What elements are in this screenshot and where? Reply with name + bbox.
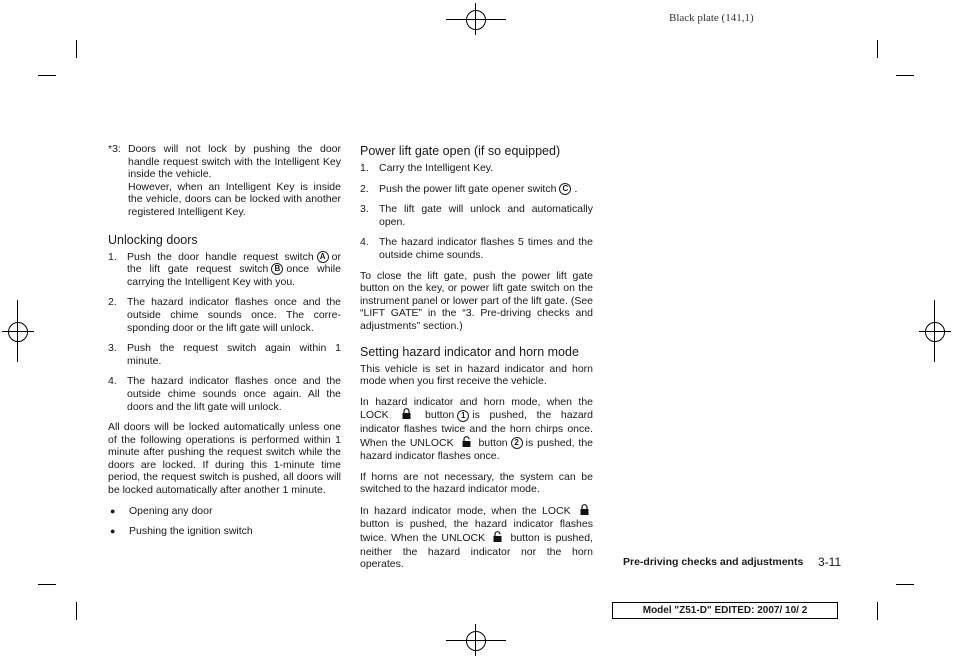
section-heading: Unlocking doors	[108, 232, 198, 247]
bullet-icon: ●	[110, 505, 116, 516]
list-item	[360, 183, 593, 196]
item-number: 2.	[360, 182, 369, 195]
registration-mark	[446, 640, 506, 641]
plate-label: Black plate (141,1)	[669, 12, 754, 24]
item-text: Carry the Intelligent Key.	[379, 162, 494, 174]
item-number: 3.	[108, 342, 117, 355]
registration-mark	[466, 631, 486, 651]
paragraph: In hazard indicator mode, when the LOCK button is pushed, the hazard indicator flashes twice. When the UNLOCK button is pushed, neither the hazard indicator nor the horn operates.	[360, 504, 593, 571]
list-item	[108, 342, 341, 367]
left-column	[108, 143, 341, 546]
list-item	[108, 525, 341, 538]
crop-mark	[76, 602, 77, 620]
item-text: The lift gate will unlock and automatically open.	[379, 203, 593, 228]
item-number: 1.	[108, 250, 117, 263]
item-text: Opening any door	[129, 504, 213, 517]
registration-mark	[919, 331, 951, 332]
paragraph: This vehicle is set in hazard indicator and horn mode when you first receive the vehicle.	[360, 362, 593, 388]
item-text: Pushing the ignition switch	[129, 525, 253, 538]
crop-mark	[877, 602, 878, 620]
item-number: 4.	[360, 236, 369, 249]
paragraph: To close the lift gate, push the power lift gate button on the key, or power lift gate switch on the instrument panel or lower part of the lift gate. (See “LIFT GATE” in the “3. Pre-driving checks and adjustments” section.)	[360, 269, 593, 332]
unlock-icon	[493, 531, 502, 546]
footnote	[108, 143, 341, 219]
model-edit-box: Model "Z51-D" EDITED: 2007/ 10/ 2	[612, 602, 838, 619]
item-number: 2.	[108, 296, 117, 309]
crop-mark	[38, 584, 56, 585]
section-title: Pre-driving checks and adjustments	[623, 556, 804, 568]
item-text: The hazard indicator flashes once and the outside chime sounds once again. All the doors and the lift gate will unlock.	[127, 375, 341, 413]
page-number: 3-11	[818, 555, 842, 569]
button-1-icon: 1	[457, 410, 469, 422]
unlock-icon	[462, 436, 471, 451]
crop-mark	[76, 40, 77, 58]
paragraph: All doors will be locked automatically unless one of the following operations is performed within 1 minute after pushing the request switch while the doors are locked. If during this 1-minute time period, the request switch is pushed, all doors will be locked automatically after another 1 minute.	[108, 421, 341, 497]
section-heading: Setting hazard indicator and horn mode	[360, 344, 579, 359]
registration-mark	[8, 322, 28, 342]
crop-mark	[896, 584, 914, 585]
registration-mark	[466, 10, 486, 30]
switch-b-icon: B	[271, 263, 283, 275]
button-2-icon: 2	[511, 437, 523, 449]
right-column	[360, 144, 593, 571]
lock-icon	[580, 504, 589, 519]
registration-mark	[925, 322, 945, 342]
bullet-icon: ●	[110, 526, 116, 537]
crop-mark	[877, 40, 878, 58]
list-item	[360, 236, 593, 261]
list-item	[108, 296, 341, 334]
switch-c-icon: C	[559, 183, 571, 195]
list-item	[108, 251, 341, 289]
item-text: Push the door handle request switch A or the lift gate request switch B once while carrying the Intelligent Key with you.	[127, 250, 341, 288]
list-item	[360, 162, 593, 175]
item-text: The hazard indicator flashes once and the outside chime sounds once. The corre- sponding door or the lift gate will unlock.	[127, 296, 341, 334]
list-item	[360, 203, 593, 228]
lock-icon	[402, 408, 411, 423]
item-text: The hazard indicator flashes 5 times and the outside chime sounds.	[379, 236, 593, 261]
paragraph: In hazard indicator and horn mode, when the LOCK button 1 is pushed, the hazard indicator flashes twice and the horn chirps once. When the UNLOCK button 2 is pushed, the hazard indicator flashes once.	[360, 395, 594, 463]
item-text: Push the power lift gate opener switch C .	[379, 182, 578, 195]
section-heading: Power lift gate open (if so equipped)	[360, 144, 561, 158]
item-number: 4.	[108, 375, 117, 388]
list-item	[108, 375, 341, 413]
footnote-label: *3:	[108, 143, 121, 155]
item-text: Push the request switch again within 1 minute.	[127, 342, 341, 367]
list-item	[108, 505, 341, 518]
paragraph: If horns are not necessary, the system can be switched to the hazard indicator mode.	[360, 470, 593, 496]
crop-mark	[896, 75, 914, 76]
item-number: 1.	[360, 162, 369, 174]
registration-mark	[2, 331, 34, 332]
crop-mark	[38, 75, 56, 76]
footnote-text: Doors will not lock by pushing the door handle request switch with the Intelligent Key inside the vehicle.	[128, 143, 341, 181]
registration-mark	[446, 19, 506, 20]
switch-a-icon: A	[317, 251, 329, 263]
item-number: 3.	[360, 203, 369, 216]
footnote-text: However, when an Intelligent Key is inside the vehicle, doors can be locked with another registered Intelligent Key.	[128, 180, 341, 218]
